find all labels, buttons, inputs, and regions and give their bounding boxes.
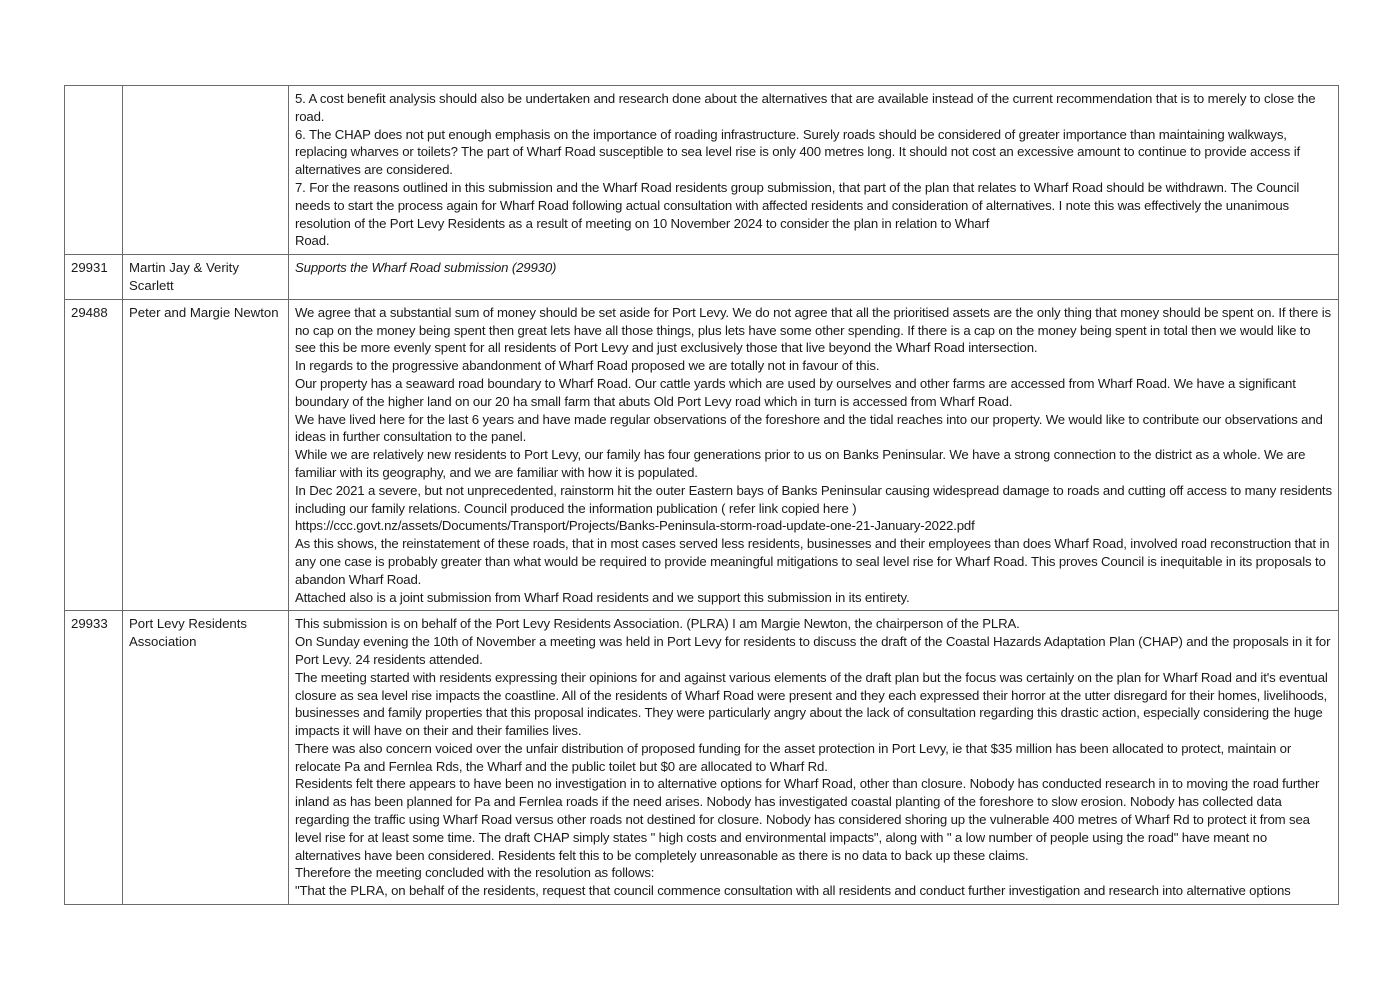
submission-id-cell: 29933 [65, 611, 123, 905]
submission-paragraph: "That the PLRA, on behalf of the residents, request that council commence consultation with all residents and conduct further investigation and research into alternative options [295, 883, 1291, 899]
submission-text-cell [289, 255, 1339, 300]
table-row [65, 86, 1339, 255]
submission-paragraph: The meeting started with residents expressing their opinions for and against various elements of the draft plan but the focus was certainly on the plan for Wharf Road and it's eventual closure as sea level rise impacts the coastline. All of the residents of Wharf Road were present and they each expressed their horror at the utter disregard for their homes, livelihoods, businesses and family properties that this proposal indicates. They were particularly angry about the lack of consultation regarding this drastic action, especially considering the huge impacts it will have on their and their families lives. [295, 669, 1328, 739]
submission-paragraph: On Sunday evening the 10th of November a meeting was held in Port Levy for residents to discuss the draft of the Coastal Hazards Adaptation Plan (CHAP) and the proposals in it for Port Levy. 24 residents attended. [295, 634, 1331, 667]
submitter-name-cell: Port Levy Residents Association [123, 611, 289, 905]
submission-paragraph: Residents felt there appears to have been no investigation in to alternative options for Wharf Road, other than closure. Nobody has conducted research in to moving the road further inland as has been planned for Pa and Fernlea roads if the need arises. Nobody has investigated coastal planting of the foreshore to slow erosion. Nobody has collected data regarding the traffic using Wharf Road versus other roads not destined for closure. Nobody has considered shoring up the vulnerable 400 metres of Wharf Rd to protect it from sea level rise for at least some time. The draft CHAP simply states " high costs and environmental impacts", along with " a low number of people using the road" have meant no alternatives have been considered. Residents felt this to be completely unreasonable as there is no data to back up these claims. [295, 776, 1320, 863]
submission-paragraph: While we are relatively new residents to Port Levy, our family has four generations prior to us on Banks Peninsular. We have a strong connection to the district as a whole. We are familiar with its geography, and we are familiar with how it is populated. [295, 447, 1306, 480]
submission-paragraph: Road. [295, 233, 330, 249]
submission-id-cell [65, 86, 123, 255]
submitter-name-cell [123, 86, 289, 255]
submission-paragraph: We have lived here for the last 6 years and have made regular observations of the foreshore and the tidal reaches into our property. We would like to contribute our observations and ideas in further consultation to the panel. [295, 411, 1323, 445]
table-row [65, 299, 1339, 611]
submission-paragraph: We agree that a substantial sum of money should be set aside for Port Levy. We do not agree that all the prioritised assets are the only thing that money should be spent on. If there is no cap on the money being spent then great lets have all those things, plus lets have some other spending. If there is a cap on the money being spent in total then we would like to see this be more evenly spent for all residents of Port Levy and just exclusively those that live beyond the Wharf Road intersection. [295, 304, 1331, 356]
submission-paragraph: As this shows, the reinstatement of these roads, that in most cases served less residents, businesses and their employees than does Wharf Road, involved road reconstruction that in any one case is probably greater than what would be required to provide meaningful mitigations to seal level rise for Wharf Road. This proves Council is inequitable in its proposals to abandon Wharf Road. [295, 536, 1330, 587]
submission-paragraph: 6. The CHAP does not put enough emphasis on the importance of roading infrastructure. Surely roads should be considered of greater importance than maintaining walkways, replacing wharves or toilets? The part of Wharf Road susceptible to sea level rise is only 400 metres long. It should not cost an excessive amount to continue to provide access if alternatives are considered. [295, 126, 1301, 178]
submission-paragraph: Attached also is a joint submission from Wharf Road residents and we support this submission in its entirety. [295, 589, 910, 605]
table-row [65, 255, 1339, 300]
submission-paragraph: 5. A cost benefit analysis should also be undertaken and research done about the alternatives that are available instead of the current recommendation that is to merely to close the road. [295, 91, 1316, 124]
submission-paragraph: 7. For the reasons outlined in this submission and the Wharf Road residents group submission, that part of the plan that relates to Wharf Road should be withdrawn. The Council needs to start the process again for Wharf Road following actual consultation with affected residents and consideration of alternatives. I note this was effectively the unanimous resolution of the Port Levy Residents as a result of meeting on 10 November 2024 to consider the plan in relation to Wharf [295, 179, 1300, 231]
submission-text-cell [289, 611, 1339, 905]
submission-text-cell [289, 299, 1339, 611]
submission-link: https://ccc.govt.nz/assets/Documents/Transport/Projects/Banks-Peninsula-storm-road-update-one-21-January-2022.pdf [295, 518, 975, 534]
submissions-table [64, 85, 1339, 905]
submitter-name-cell: Martin Jay & Verity Scarlett [123, 255, 289, 300]
table-row [65, 611, 1339, 905]
submission-id-cell: 29931 [65, 255, 123, 300]
submission-paragraph: Therefore the meeting concluded with the resolution as follows: [295, 865, 655, 881]
submission-paragraph: Supports the Wharf Road submission (29930) [295, 260, 557, 276]
submission-paragraph: This submission is on behalf of the Port Levy Residents Association. (PLRA) I am Margie Newton, the chairperson of the PLRA. [295, 616, 1020, 632]
submission-text-cell [289, 86, 1339, 255]
submission-paragraph: There was also concern voiced over the unfair distribution of proposed funding for the asset protection in Port Levy, ie that $35 million has been allocated to protect, maintain or relocate Pa and Fernlea Rds, the Wharf and the public toilet but $0 are allocated to Wharf Rd. [295, 740, 1292, 774]
submission-paragraph: In Dec 2021 a severe, but not unprecedented, rainstorm hit the outer Eastern bays of Banks Peninsular causing widespread damage to roads and cutting off access to many residents including our family relations. Council produced the information publication ( refer link copied here ) [295, 482, 1332, 516]
submission-paragraph: Our property has a seaward road boundary to Wharf Road. Our cattle yards which are used by ourselves and other farms are accessed from Wharf Road. We have a significant boundary of the higher land on our 20 ha small farm that abuts Old Port Levy road which in turn is accessed from Wharf Road. [295, 375, 1296, 409]
submitter-name-cell: Peter and Margie Newton [123, 299, 289, 611]
submission-id-cell: 29488 [65, 299, 123, 611]
submission-paragraph: In regards to the progressive abandonment of Wharf Road proposed we are totally not in favour of this. [295, 358, 880, 374]
